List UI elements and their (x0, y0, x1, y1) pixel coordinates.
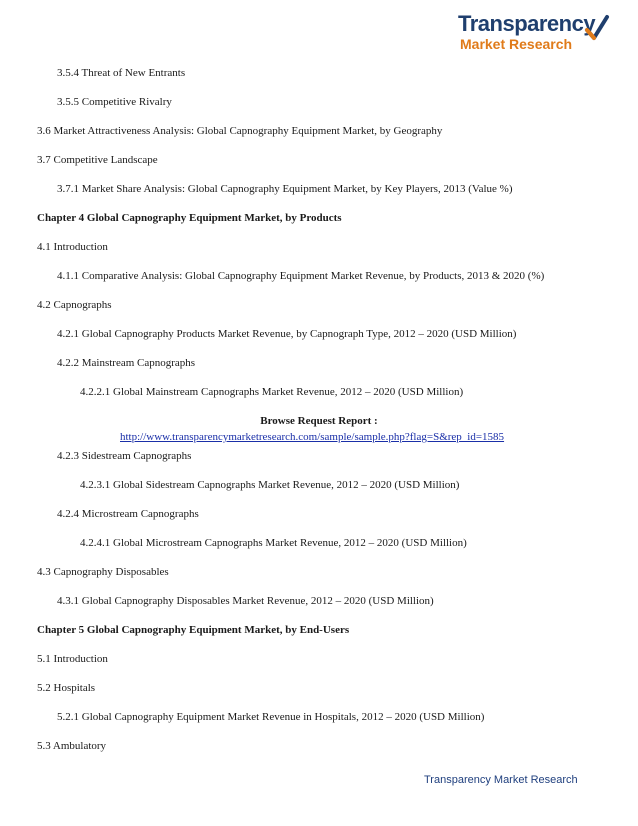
toc-item: 3.5.4 Threat of New Entrants (57, 67, 186, 79)
toc-item: 5.2 Hospitals (37, 682, 96, 694)
toc-item: 4.2.1 Global Capnography Products Market Revenue, by Capnograph Type, 2012 – 2020 (USD Million) (57, 328, 517, 340)
toc-item: 4.2.4 Microstream Capnographs (57, 508, 199, 520)
toc-item: 4.2.3.1 Global Sidestream Capnographs Market Revenue, 2012 – 2020 (USD Million) (80, 479, 460, 491)
toc-item: 3.7.1 Market Share Analysis: Global Capnography Equipment Market, by Key Players, 2013 (Value %) (57, 183, 513, 195)
toc-item: 5.1 Introduction (37, 653, 108, 665)
footer-company-name: Transparency Market Research (424, 774, 578, 786)
toc-item: 4.2.4.1 Global Microstream Capnographs Market Revenue, 2012 – 2020 (USD Million) (80, 537, 467, 549)
browse-report-link[interactable]: http://www.transparencymarketresearch.com/sample/sample.php?flag=S&rep_id=1585 (120, 431, 505, 443)
toc-item: 5.2.1 Global Capnography Equipment Market Revenue in Hospitals, 2012 – 2020 (USD Million) (57, 711, 485, 723)
toc-item: 4.2.3 Sidestream Capnographs (57, 450, 192, 462)
browse-report-title: Browse Request Report : (260, 415, 378, 427)
toc-item: 3.6 Market Attractiveness Analysis: Global Capnography Equipment Market, by Geography (37, 125, 443, 137)
company-logo (458, 12, 618, 56)
toc-item: 4.3 Capnography Disposables (37, 566, 169, 578)
toc-item: 4.2 Capnographs (37, 299, 112, 311)
checkmark-icon (584, 14, 610, 44)
toc-chapter-heading: Chapter 4 Global Capnography Equipment Market, by Products (37, 212, 342, 224)
logo-subtitle: Market Research (460, 36, 573, 52)
logo-title: Transparency (458, 11, 596, 36)
toc-item: 3.5.5 Competitive Rivalry (57, 96, 172, 108)
toc-item: 3.7 Competitive Landscape (37, 154, 158, 166)
toc-item: 4.2.2.1 Global Mainstream Capnographs Market Revenue, 2012 – 2020 (USD Million) (80, 386, 464, 398)
toc-chapter-heading: Chapter 5 Global Capnography Equipment Market, by End-Users (37, 624, 350, 636)
toc-item: 4.2.2 Mainstream Capnographs (57, 357, 196, 369)
toc-item: 4.1 Introduction (37, 241, 108, 253)
toc-item: 4.1.1 Comparative Analysis: Global Capnography Equipment Market Revenue, by Products, 2013 & 2020 (%) (57, 270, 545, 282)
toc-item: 4.3.1 Global Capnography Disposables Market Revenue, 2012 – 2020 (USD Million) (57, 595, 434, 607)
toc-item: 5.3 Ambulatory (37, 740, 107, 752)
